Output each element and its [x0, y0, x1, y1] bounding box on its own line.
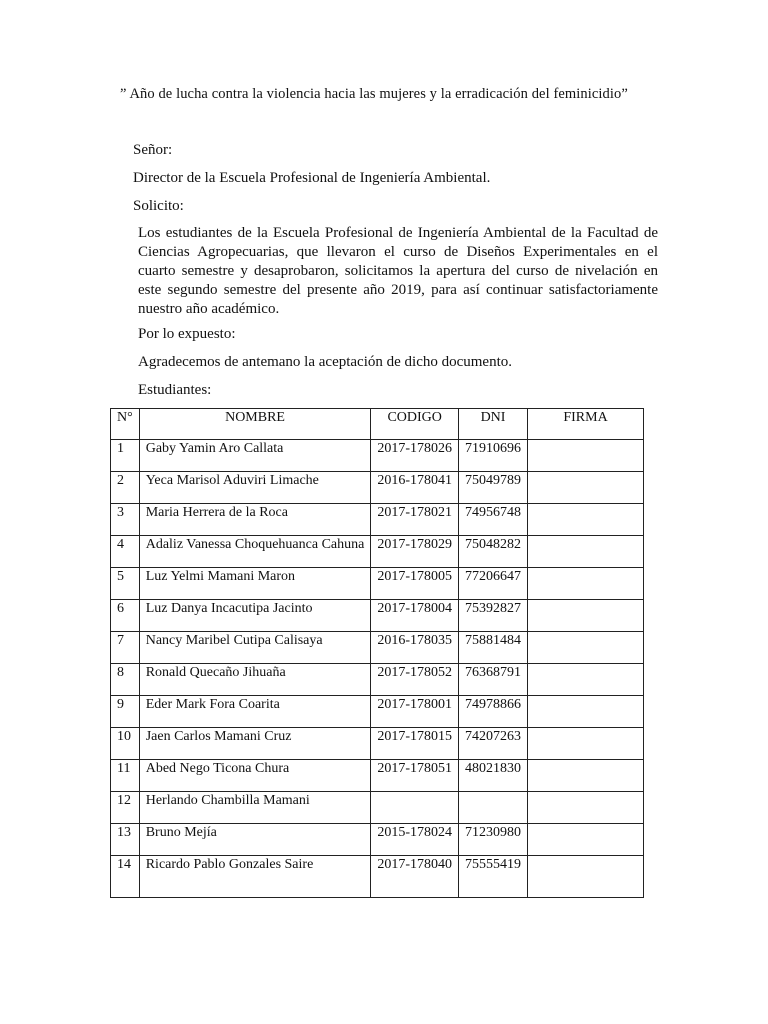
cell-dni: 71910696	[459, 440, 528, 472]
cell-code: 2017-178005	[371, 568, 459, 600]
cell-number: 4	[111, 536, 140, 568]
table-row	[111, 536, 644, 568]
table-row	[111, 760, 644, 792]
cell-dni: 71230980	[459, 824, 528, 856]
cell-code: 2017-178026	[371, 440, 459, 472]
cell-dni: 75555419	[459, 856, 528, 898]
cell-number: 1	[111, 440, 140, 472]
cell-firma	[528, 728, 644, 760]
cell-firma	[528, 792, 644, 824]
closing-text: Agradecemos de antemano la aceptación de dicho documento.	[138, 354, 513, 370]
cell-name: Abed Nego Ticona Chura	[139, 760, 371, 792]
body-line: Los estudiantes de la Escuela Profesional de Ingeniería Ambiental de la Facultad de	[138, 225, 658, 241]
cell-name: Herlando Chambilla Mamani	[139, 792, 371, 824]
cell-code: 2015-178024	[371, 824, 459, 856]
cell-code: 2017-178040	[371, 856, 459, 898]
cell-number: 9	[111, 696, 140, 728]
header-name: NOMBRE	[139, 409, 371, 440]
cell-firma	[528, 856, 644, 898]
table-row	[111, 440, 644, 472]
cell-number: 8	[111, 664, 140, 696]
cell-number: 6	[111, 600, 140, 632]
body-line: nuestro año académico.	[138, 301, 280, 317]
request-label: Solicito:	[133, 198, 184, 214]
table-header-row	[111, 409, 644, 440]
body-line: cuarto semestre y desaprobaron, solicitamos la apertura del curso de nivelación en	[138, 263, 658, 279]
cell-dni: 74207263	[459, 728, 528, 760]
table-row	[111, 856, 644, 898]
cell-dni: 76368791	[459, 664, 528, 696]
cell-code: 2017-178029	[371, 536, 459, 568]
table-row	[111, 600, 644, 632]
cell-code	[371, 792, 459, 824]
cell-dni: 75392827	[459, 600, 528, 632]
cell-number: 2	[111, 472, 140, 504]
cell-firma	[528, 824, 644, 856]
cell-firma	[528, 600, 644, 632]
document-motto: ” Año de lucha contra la violencia hacia las mujeres y la erradicación del feminicidio”	[120, 86, 628, 102]
cell-code: 2017-178001	[371, 696, 459, 728]
salutation: Señor:	[133, 142, 173, 158]
cell-dni: 75049789	[459, 472, 528, 504]
cell-firma	[528, 664, 644, 696]
cell-number: 7	[111, 632, 140, 664]
cell-name: Luz Danya Incacutipa Jacinto	[139, 600, 371, 632]
cell-dni: 77206647	[459, 568, 528, 600]
cell-code: 2017-178021	[371, 504, 459, 536]
students-table	[110, 408, 644, 898]
table-row	[111, 632, 644, 664]
cell-firma	[528, 696, 644, 728]
request-body	[138, 224, 658, 319]
table-row	[111, 824, 644, 856]
body-line: Ciencias Agropecuarias, que llevaron el curso de Diseños Experimentales en el	[138, 244, 658, 260]
cell-dni	[459, 792, 528, 824]
cell-dni: 75881484	[459, 632, 528, 664]
cell-name: Yeca Marisol Aduviri Limache	[139, 472, 371, 504]
table-row	[111, 664, 644, 696]
table-row	[111, 728, 644, 760]
cell-dni: 74978866	[459, 696, 528, 728]
cell-firma	[528, 504, 644, 536]
cell-code: 2017-178015	[371, 728, 459, 760]
cell-name: Gaby Yamin Aro Callata	[139, 440, 371, 472]
cell-number: 11	[111, 760, 140, 792]
cell-name: Ronald Quecaño Jihuaña	[139, 664, 371, 696]
closing-intro: Por lo expuesto:	[138, 326, 236, 342]
cell-name: Nancy Maribel Cutipa Calisaya	[139, 632, 371, 664]
students-label: Estudiantes:	[138, 382, 212, 398]
cell-code: 2016-178035	[371, 632, 459, 664]
cell-name: Eder Mark Fora Coarita	[139, 696, 371, 728]
cell-code: 2017-178052	[371, 664, 459, 696]
cell-name: Jaen Carlos Mamani Cruz	[139, 728, 371, 760]
addressee: Director de la Escuela Profesional de Ingeniería Ambiental.	[133, 170, 491, 186]
cell-firma	[528, 760, 644, 792]
cell-number: 3	[111, 504, 140, 536]
cell-name: Adaliz Vanessa Choquehuanca Cahuna	[139, 536, 371, 568]
cell-name: Bruno Mejía	[139, 824, 371, 856]
cell-dni: 48021830	[459, 760, 528, 792]
cell-number: 14	[111, 856, 140, 898]
cell-code: 2017-178051	[371, 760, 459, 792]
cell-number: 5	[111, 568, 140, 600]
table-row	[111, 472, 644, 504]
body-line: este segundo semestre del presente año 2019, para así continuar satisfactoriamente	[138, 282, 658, 298]
cell-dni: 75048282	[459, 536, 528, 568]
cell-dni: 74956748	[459, 504, 528, 536]
table-row	[111, 792, 644, 824]
cell-firma	[528, 472, 644, 504]
cell-name: Ricardo Pablo Gonzales Saire	[139, 856, 371, 898]
cell-name: Maria Herrera de la Roca	[139, 504, 371, 536]
cell-number: 12	[111, 792, 140, 824]
cell-number: 10	[111, 728, 140, 760]
header-firma: FIRMA	[528, 409, 644, 440]
cell-code: 2017-178004	[371, 600, 459, 632]
cell-firma	[528, 568, 644, 600]
table-row	[111, 504, 644, 536]
header-dni: DNI	[459, 409, 528, 440]
table-row	[111, 696, 644, 728]
header-number: N°	[111, 409, 140, 440]
header-code: CODIGO	[371, 409, 459, 440]
cell-firma	[528, 440, 644, 472]
cell-firma	[528, 632, 644, 664]
cell-number: 13	[111, 824, 140, 856]
cell-code: 2016-178041	[371, 472, 459, 504]
table-row	[111, 568, 644, 600]
cell-name: Luz Yelmi Mamani Maron	[139, 568, 371, 600]
cell-firma	[528, 536, 644, 568]
